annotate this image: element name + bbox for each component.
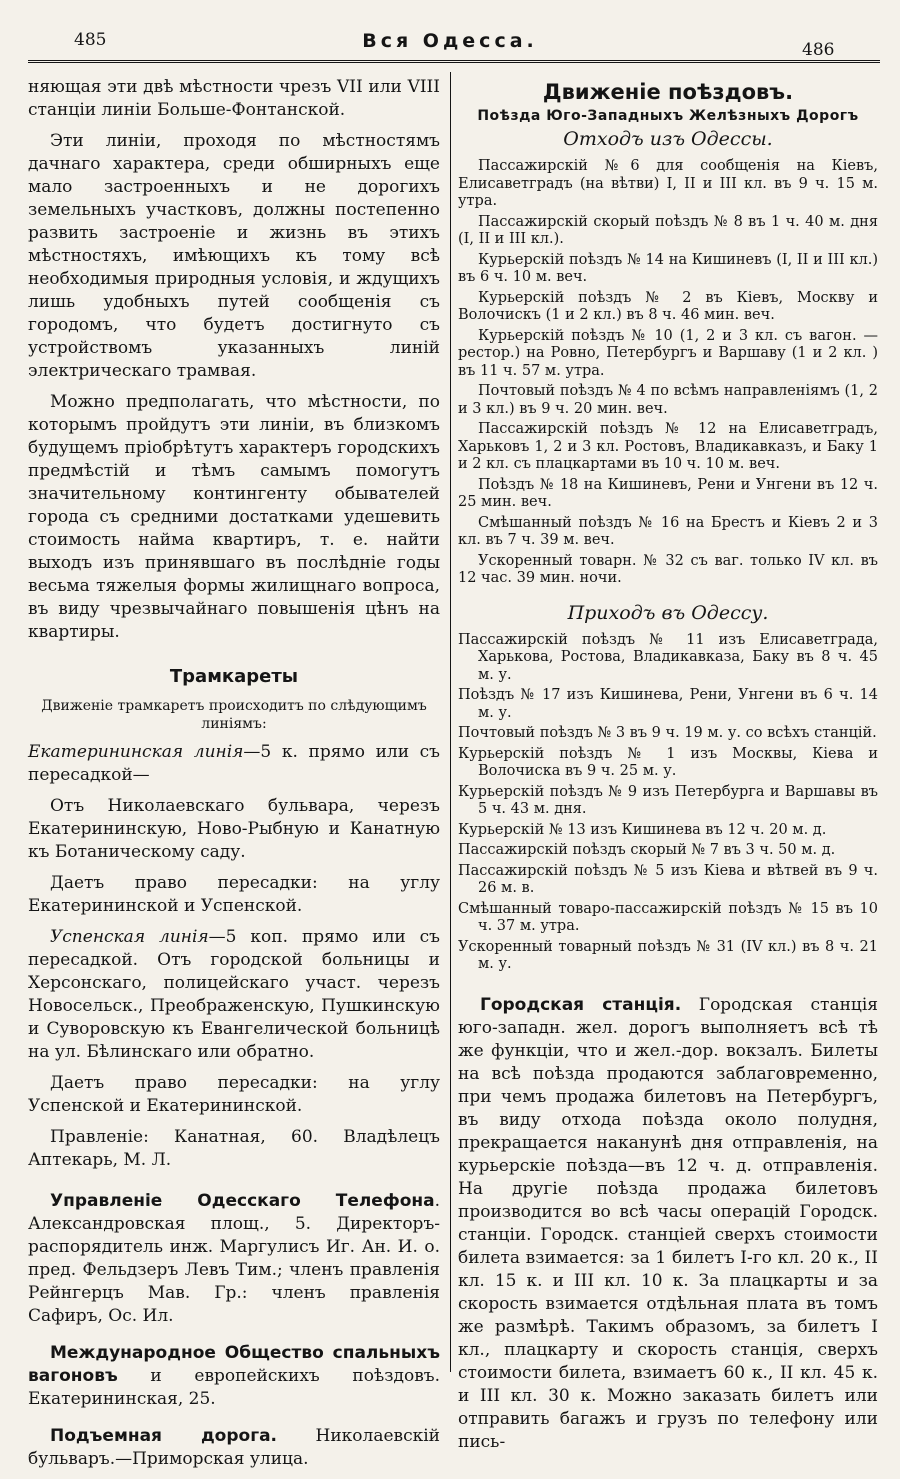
departures-list xyxy=(458,158,878,588)
page-header xyxy=(0,0,900,60)
page-number-right: 486 xyxy=(802,40,835,60)
departure-entry: Пассажирскій поѣздъ № 12 на Елисаветградъ, Харьковъ 1, 2 и 3 кл. Ростовъ, Владикавказъ, и Баку 1 и 2 кл. съ плацкартами въ 10 ч. 10 м. веч. xyxy=(458,421,878,472)
trains-section-title: Движеніе поѣздовъ. xyxy=(542,80,794,104)
ekaterininskaya-line-name: Екатерининская линія xyxy=(28,742,244,762)
arrival-entry: Ускоренный товарный поѣздъ № 31 (IV кл.) въ 8 ч. 21 м. у. xyxy=(458,938,878,972)
departure-entry: Пассажирскій скорый поѣздъ № 8 въ 1 ч. 40 м. дня (I, II и III кл.). xyxy=(458,213,878,247)
arrival-entry: Пассажирскій поѣздъ скорый № 7 въ 3 ч. 50 м. д. xyxy=(458,842,836,858)
sleeping-cars-title: Международное Общество спальныхъ вагоновъ xyxy=(28,1343,440,1386)
departure-entry: Смѣшанный поѣздъ № 16 на Брестъ и Кіевъ 2 и 3 кл. въ 7 ч. 39 м. веч. xyxy=(458,514,878,548)
telephone-entry-text: . Александровская площ., 5. Директоръ-распорядитель инж. Маргулисъ Иг. Ан. И. о. пред. Фельдзеръ Левъ Тим.; членъ правленія Рейнгерцъ Мав. Гр.: членъ правленія Сафиръ, Ос. Ил. xyxy=(28,1191,440,1326)
departures-heading: Отходъ изъ Одессы. xyxy=(563,128,773,150)
header-rule xyxy=(28,60,880,63)
sleeping-cars-entry xyxy=(28,1342,440,1411)
arrival-entry: Курьерскій поѣздъ № 9 изъ Петербурга и Варшавы въ 5 ч. 43 м. дня. xyxy=(458,783,878,817)
paragraph-continuation: няющая эти двѣ мѣстности чрезъ VII или VIII станціи линіи Больше-Фонтанской. xyxy=(28,77,440,120)
arrivals-list xyxy=(458,632,878,974)
right-column xyxy=(458,76,878,1462)
arrival-entry: Пассажирскій поѣздъ № 5 изъ Кіева и вѣтвей въ 9 ч. 26 м. в. xyxy=(458,862,878,896)
railway-subtitle: Поѣзда Юго-Западныхъ Желѣзныхъ Дорогъ xyxy=(477,108,859,124)
uspenskaya-line xyxy=(28,926,440,1064)
funicular-text: Николаевскій бульваръ.—Приморская улица. xyxy=(28,1426,440,1469)
uspenskaya-line-name: Успенская линія xyxy=(50,927,209,947)
ekaterininskaya-line xyxy=(28,741,440,787)
arrival-entry: Пассажирскій поѣздъ № 11 изъ Елисаветграда, Харькова, Ростова, Владикавказа, Баку въ 8 ч. 45 м. у. xyxy=(458,631,878,683)
tram-section-title: Трамкареты xyxy=(169,666,299,687)
uspenskaya-transfer: Даетъ право пересадки: на углу Успенской и Екатерининской. xyxy=(28,1073,440,1116)
paragraph-suburbs: Можно предполагать, что мѣстности, по которымъ пройдутъ эти линіи, въ близкомъ будущемъ пріобрѣтутъ характеръ городскихъ предмѣстій и тѣмъ самымъ помогутъ значительному контингенту обывателей города съ средними достатками удешевить стоимость найма квартиръ, т. е. найти выходъ изъ принявшаго въ послѣдніе годы весьма тяжелыя формы жилищнаго вопроса, въ виду чрезвычайнаго повышенія цѣнъ на квартиры. xyxy=(28,392,440,642)
uspenskaya-line-route: —5 коп. прямо или съ пересадкой. Отъ городской больницы и Херсонскаго, полицейскаго участ. черезъ Новосельск., Преображенскую, Пушкинскую и Суворовскую къ Евангелической больницѣ на ул. Бѣлинскаго или обратно. xyxy=(28,927,440,1062)
departure-entry: Почтовый поѣздъ № 4 по всѣмъ направленіямъ (1, 2 и 3 кл.) въ 9 ч. 20 мин. веч. xyxy=(458,383,878,417)
tram-intro: Движеніе трамкаретъ происходитъ по слѣдующимъ линіямъ: xyxy=(41,698,427,732)
arrival-entry: Почтовый поѣздъ № 3 въ 9 ч. 19 м. у. со всѣхъ станцій. xyxy=(458,725,877,741)
paragraph-lines: Эти линіи, проходя по мѣстностямъ дачнаго характера, среди обширныхъ еще мало застроенныхъ и не дорогихъ земельныхъ участковъ, должны постепенно развить застроеніе и жизнь въ этихъ мѣстностяхъ, имѣющихъ къ тому всѣ необходимыя природныя условія, и ждущихъ лишь удобныхъ путей сообщенія съ городомъ, что будетъ достигнуто съ устройствомъ указанныхъ линій электрическаго трамвая. xyxy=(28,131,440,381)
arrivals-heading: Приходъ въ Одессу. xyxy=(567,601,769,624)
arrival-entry: Поѣздъ № 17 изъ Кишинева, Рени, Унгени въ 6 ч. 14 м. у. xyxy=(458,687,878,721)
funicular-title: Подъемная дорога. xyxy=(50,1426,278,1446)
city-station-entry xyxy=(458,994,878,1454)
arrival-entry: Смѣшанный товаро-пассажирскій поѣздъ № 15 въ 10 ч. 37 м. утра. xyxy=(458,900,878,934)
arrival-entry: Курьерскій № 13 изъ Кишинева въ 12 ч. 20 м. д. xyxy=(458,821,827,838)
ekaterininskaya-transfer: Даетъ право пересадки: на углу Екатерининской и Успенской. xyxy=(28,873,440,916)
departure-entry: Поѣздъ № 18 на Кишиневъ, Рени и Унгени въ 12 ч. 25 мин. веч. xyxy=(458,476,878,510)
arrival-entry: Курьерскій поѣздъ № 1 изъ Москвы, Кіева и Волочиска въ 9 ч. 25 м. у. xyxy=(458,745,878,779)
ekaterininskaya-route: Отъ Николаевскаго бульвара, черезъ Екатерининскую, Ново-Рыбную и Канатную къ Ботаническому саду. xyxy=(28,796,440,862)
city-station-text: Городская станція юго-западн. жел. дорогъ выполняетъ всѣ тѣ же функціи, что и жел.-дор. вокзалъ. Билеты на всѣ поѣзда продаются заблаговременно, при чемъ продажа билетовъ на Петербургъ, въ виду отхода поѣзда около полудня, прекращается наканунѣ дня отправленія, на курьерскіе поѣзда—въ 12 ч. д. отправленія. На другіе поѣзда продажа билетовъ производится во всѣ часы операцій Городск. станціи. Городск. станціей сверхъ стоимости билета взимается: за 1 билетъ I-го кл. 20 к., II кл. 15 к. и III кл. 10 к. За плацкарты и за скорость взимается отдѣльная плата въ томъ же размѣрѣ. Такимъ образомъ, за билетъ I кл., плацкарту и скорость станція, сверхъ стоимости билета, взимаетъ 60 к., II кл. 45 к. и III кл. 30 к. Можно заказать билетъ или отправить багажъ и грузъ по телефону или пись- xyxy=(458,994,878,1452)
departure-entry: Курьерскій поѣздъ № 10 (1, 2 и 3 кл. съ вагон. —рестор.) на Ровно, Петербургъ и Варшаву (1 и 2 кл. ) въ 11 ч. 57 м. утра. xyxy=(458,327,878,379)
left-column xyxy=(28,76,440,1479)
departure-entry: Ускоренный товарн. № 32 съ ваг. только IV кл. въ 12 час. 39 мин. ночи. xyxy=(458,552,878,586)
column-divider xyxy=(450,72,451,1372)
departure-entry: Курьерскій поѣздъ № 14 на Кишиневъ (I, II и III кл.) въ 6 ч. 10 м. веч. xyxy=(458,251,878,285)
telephone-entry-title: Управленіе Одесскаго Телефона xyxy=(50,1191,435,1211)
tram-board: Правленіе: Канатная, 60. Владѣлецъ Аптекарь, М. Л. xyxy=(28,1127,440,1170)
funicular-entry xyxy=(28,1425,440,1471)
telephone-entry xyxy=(28,1190,440,1328)
city-station-title: Городская станція. xyxy=(480,994,682,1015)
departure-entry: Пассажирскій №6 для сообщенія на Кіевъ, Елисаветградъ (на вѣтви) I, II и III кл. въ 9 ч. 15 м. утра. xyxy=(458,158,878,209)
page-number-left: 485 xyxy=(74,30,107,50)
sleeping-cars-text: и европейскихъ поѣздовъ. Екатерининская, 25. xyxy=(28,1366,440,1409)
ekaterininskaya-line-fare: —5 к. прямо или съ пересадкой— xyxy=(28,742,440,785)
departure-entry: Курьерскій поѣздъ № 2 въ Кіевъ, Москву и Волочискъ (1 и 2 кл.) въ 8 ч. 46 мин. веч. xyxy=(458,289,878,323)
running-title: Вся Одесса. xyxy=(362,30,538,52)
